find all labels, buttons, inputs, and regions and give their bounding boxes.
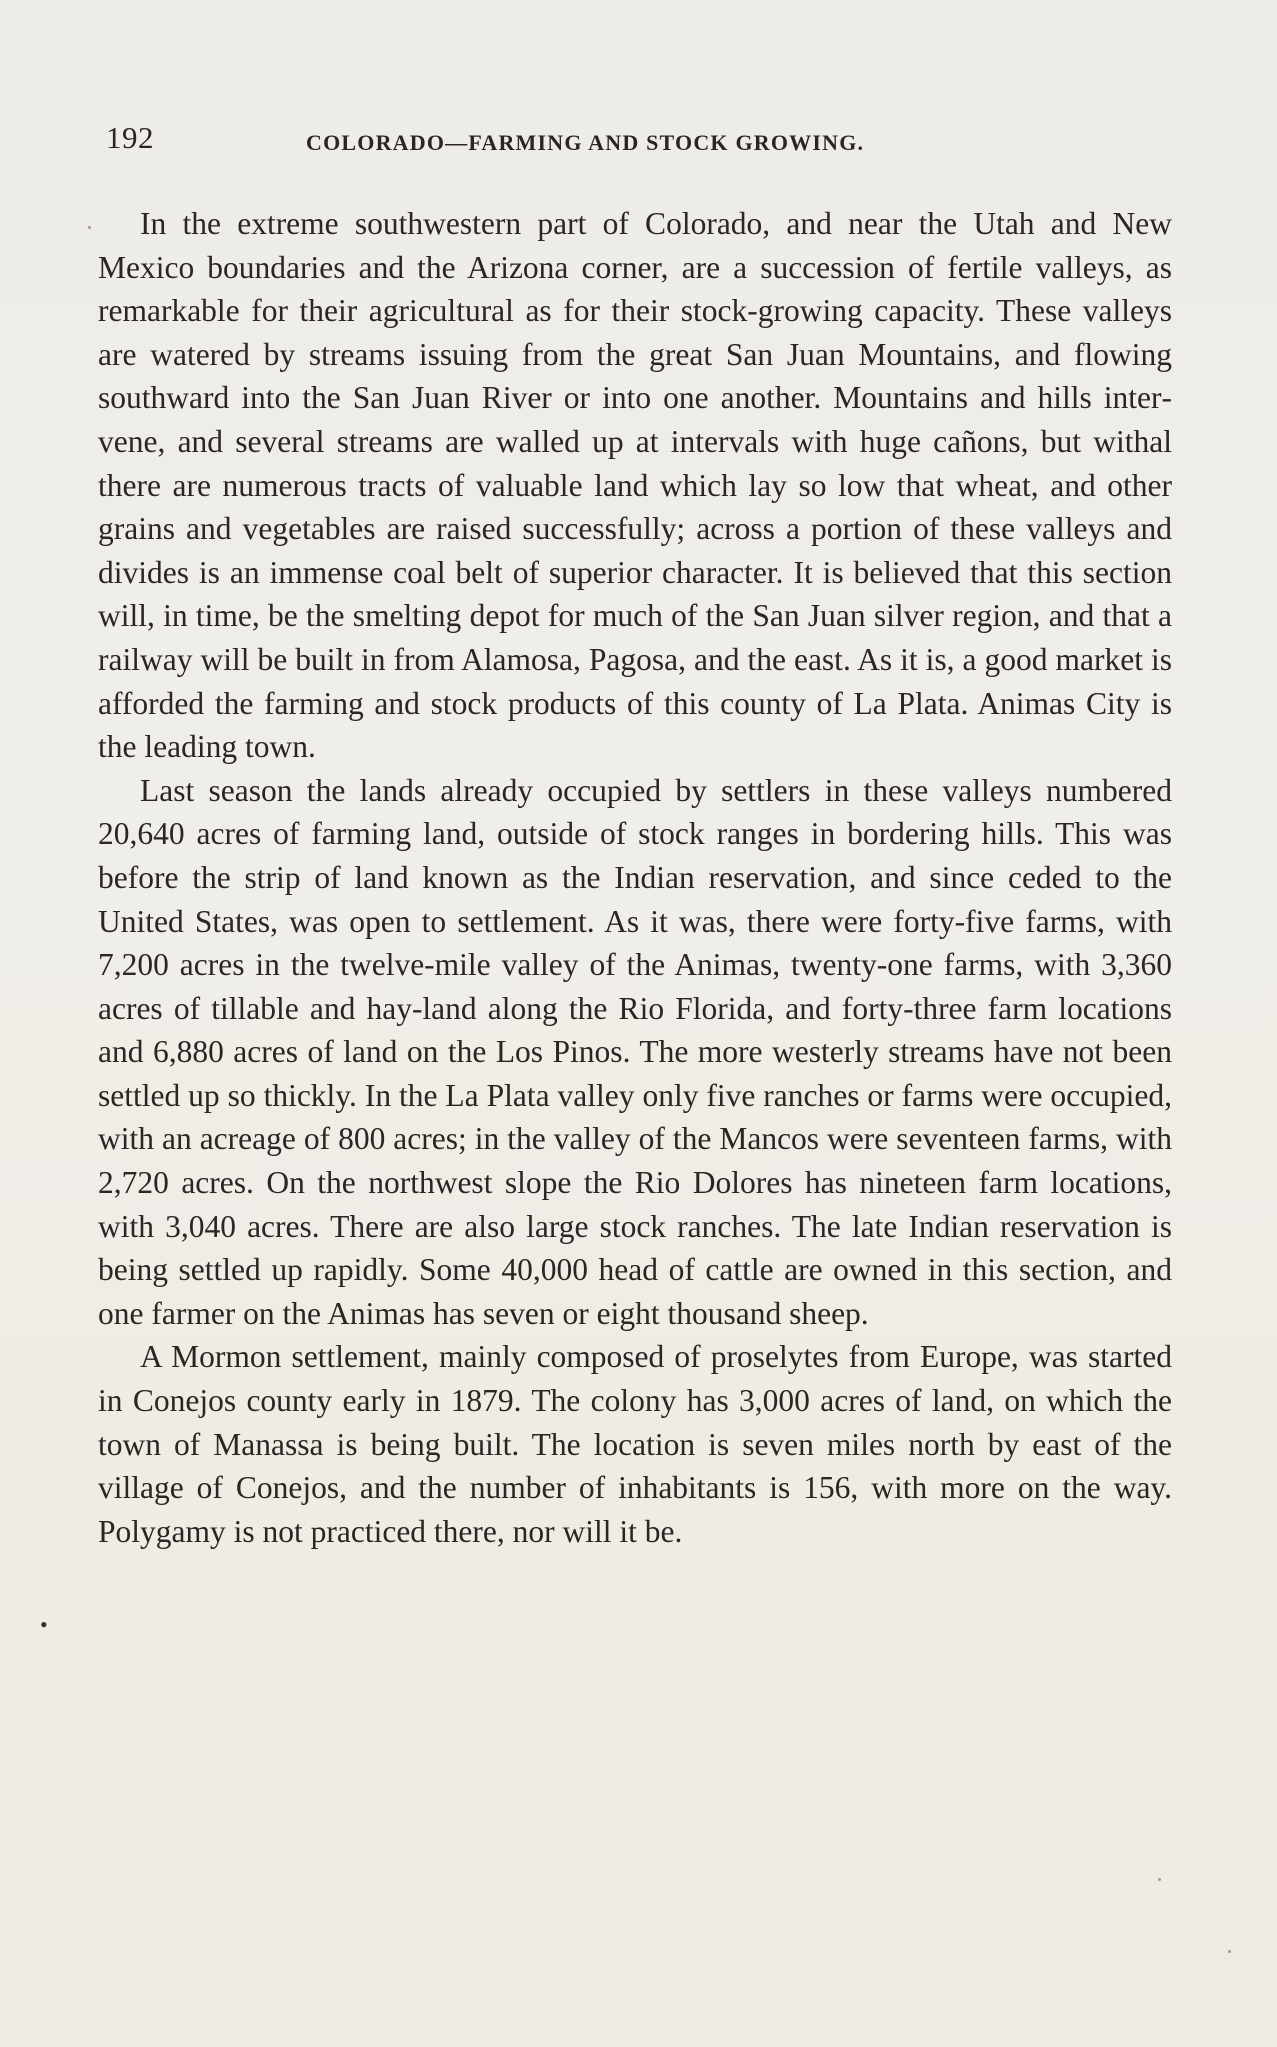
body-text <box>98 202 1172 1553</box>
page-number: 192 <box>106 120 154 155</box>
paper-speck <box>1158 1878 1161 1881</box>
paper-speck <box>1228 1950 1231 1953</box>
margin-mark-icon: • <box>40 1612 48 1637</box>
paper-speck <box>88 226 91 229</box>
running-head <box>106 120 1176 160</box>
paragraph-settled-lands: Last season the lands already occupied by settlers in these valleys numbered 20,640 acres of farming land, outside of stock ranges in bordering hills. This was before the strip of land known as the Indian reservation, and since ceded to the United States, was open to settlement. As it was, there were forty-five farms, with 7,200 acres in the twelve-mile valley of the Animas, twenty-one farms, with 3,360 acres of tillable and hay-land along the Rio Florida, and forty-three farm locations and 6,880 acres of land on the Los Pinos. The more westerly streams have not been settled up so thickly. In the La Plata valley only five ranches or farms were occupied, with an acreage of 800 acres; in the valley of the Mancos were seventeen farms, with 2,720 acres. On the northwest slope the Rio Dolores has nineteen farm locations, with 3,040 acres. There are also large stock ranches. The late Indian reservation is being settled up rapidly. Some 40,000 head of cattle are owned in this section, and one farmer on the Animas has seven or eight thousand sheep. <box>98 772 1172 1331</box>
running-title: COLORADO—FARMING AND STOCK GROWING. <box>306 130 865 155</box>
paragraph-mormon-settlement: A Mormon settlement, mainly composed of proselytes from Europe, was started in Conejos county early in 1879. The colony has 3,000 acres of land, on which the town of Manassa is being built. The location is seven miles north by east of the village of Conejos, and the number of inhabitants is 156, with more on the way. Polygamy is not practiced there, nor will it be. <box>98 1339 1172 1549</box>
paragraph-southwest-valleys: In the extreme southwestern part of Colorado, and near the Utah and New Mexico boundaries and the Arizona corner, are a succession of fertile valleys, as remarkable for their agricultural as for their stock-growing capacity. These valleys are watered by streams issuing from the great San Juan Mountains, and flowing southward into the San Juan River or into one another. Mountains and hills intervene, and several streams are walled up at intervals with huge cañons, but withal there are numerous tracts of valuable land which lay so low that wheat, and other grains and vegetables are raised successfully; across a portion of these valleys and divides is an immense coal belt of superior character. It is believed that this section will, in time, be the smelting depot for much of the San Juan silver region, and that a railway will be built in from Alamosa, Pagosa, and the east. As it is, a good market is afforded the farming and stock products of this county of La Plata. Animas City is the leading town. <box>98 206 1172 765</box>
